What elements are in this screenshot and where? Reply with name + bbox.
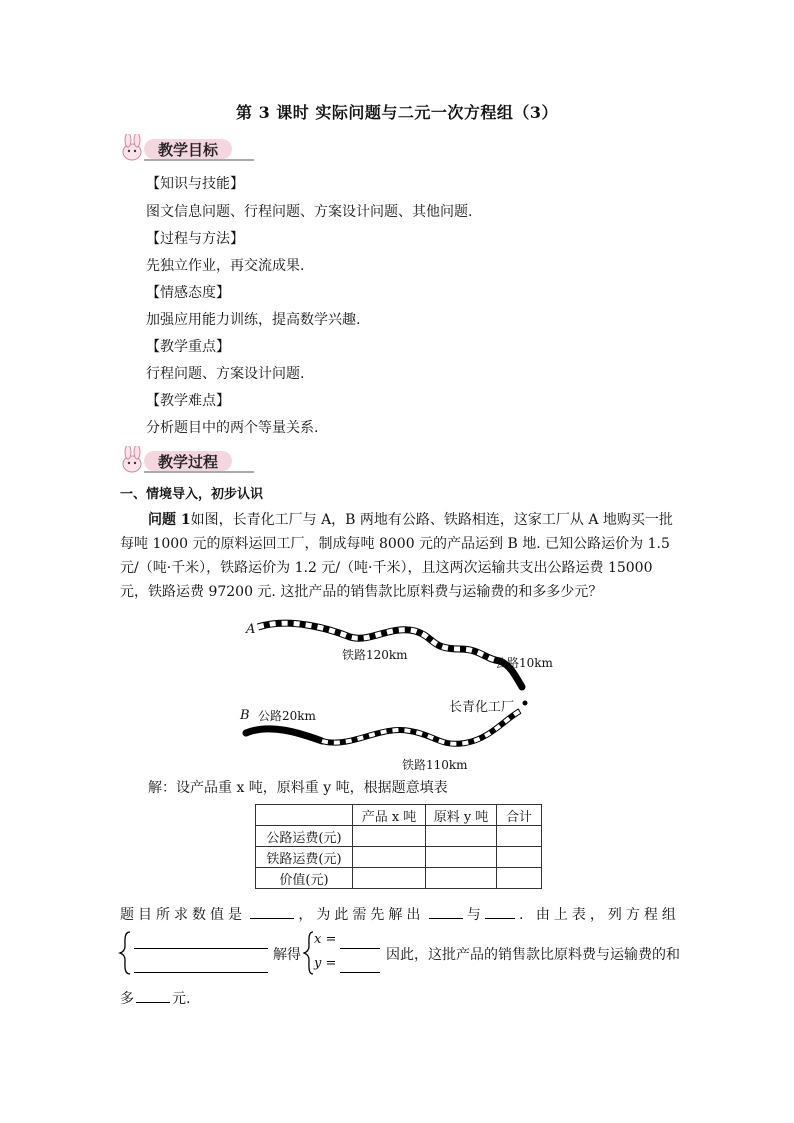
objective-heading: 【过程与方法】 xyxy=(146,231,244,247)
table-cell[interactable] xyxy=(426,826,497,847)
objective-heading: 【情感态度】 xyxy=(146,285,230,301)
label-road-top: 公路10km xyxy=(495,656,553,670)
left-brace-icon xyxy=(118,930,134,976)
solution-intro: 解：设产品重 x 吨，原料重 y 吨，根据题意填表 xyxy=(148,780,448,796)
label-a: A xyxy=(246,622,256,637)
table-header-cell: 合计 xyxy=(497,805,542,826)
route-diagram xyxy=(230,615,560,775)
section-header-objectives xyxy=(118,134,258,162)
conclusion-text: 因此，这批产品的销售款比原料费与运输费的和 xyxy=(386,947,680,963)
problem-lead: 问题 1 xyxy=(148,512,191,528)
y-equation-label: y = xyxy=(314,956,337,971)
objective-text: 图文信息问题、行程问题、方案设计问题、其他问题. xyxy=(146,204,473,220)
fill-line-1: 题目所求数值是 ，为此需先解出 与 . 由上表，列方程组 xyxy=(120,904,680,924)
blank-second[interactable] xyxy=(485,904,515,919)
section-header-process xyxy=(118,446,258,474)
y-value-blank[interactable] xyxy=(340,958,380,973)
table-row-label: 价值(元) xyxy=(256,868,353,889)
table-row xyxy=(256,805,542,826)
table-cell[interactable] xyxy=(497,847,542,868)
table-header-cell: 产品 x 吨 xyxy=(353,805,426,826)
objective-heading: 【教学难点】 xyxy=(146,393,230,409)
table-cell[interactable] xyxy=(497,826,542,847)
x-equation-label: x = xyxy=(314,932,337,947)
table-cell[interactable] xyxy=(353,847,426,868)
fill-line-last: 多 元. xyxy=(120,988,190,1008)
fill-table xyxy=(255,804,542,889)
blank-result[interactable] xyxy=(136,988,170,1003)
objective-text: 加强应用能力训练，提高数学兴趣. xyxy=(146,312,361,328)
label-b: B xyxy=(240,708,250,723)
table-cell[interactable] xyxy=(426,847,497,868)
problem-paragraph xyxy=(120,508,680,604)
x-value-blank[interactable] xyxy=(340,934,380,949)
blank-first[interactable] xyxy=(429,904,463,919)
objective-text: 行程问题、方案设计问题. xyxy=(146,366,305,382)
table-cell[interactable] xyxy=(426,868,497,889)
blank-answer[interactable] xyxy=(250,904,294,919)
table-cell[interactable] xyxy=(353,868,426,889)
table-row xyxy=(256,847,542,868)
label-rail-top: 铁路120km xyxy=(342,648,408,662)
part-heading: 一、情境导入，初步认识 xyxy=(120,487,264,502)
problem-text: 如图，长青化工厂与 A，B 两地有公路、铁路相连，这家工厂从 A 地购买一批每吨 1000 元的原料运回工厂，制成每吨 8000 元的产品运到 B 地. 已知公路运价为 1.5 元/（吨·千米），铁路运价为 1.2 元/（吨·千米），且这两次运输共支出公路运费 15000 元，铁路运费 97200 元. 这批产品的销售款比原料费与运输费的和多多少元？ xyxy=(120,512,673,600)
table-header-cell xyxy=(256,805,353,826)
objective-heading: 【教学重点】 xyxy=(146,339,230,355)
section-label: 教学过程 xyxy=(158,453,219,471)
page-title: 第 3 课时 实际问题与二元一次方程组（3） xyxy=(236,103,558,122)
objective-text: 先独立作业，再交流成果. xyxy=(146,258,305,274)
section-label: 教学目标 xyxy=(158,141,219,159)
table-cell[interactable] xyxy=(353,826,426,847)
equation-1-blank[interactable] xyxy=(134,934,268,949)
objective-text: 分析题目中的两个等量关系. xyxy=(146,420,319,436)
label-road-bottom: 公路20km xyxy=(258,709,316,723)
table-row-label: 公路运费(元) xyxy=(256,826,353,847)
solve-label: 解得 xyxy=(273,947,301,963)
objective-heading: 【知识与技能】 xyxy=(146,176,244,192)
table-cell[interactable] xyxy=(497,868,542,889)
label-rail-bottom: 铁路110km xyxy=(402,758,468,772)
table-header-cell: 原料 y 吨 xyxy=(426,805,497,826)
table-row-label: 铁路运费(元) xyxy=(256,847,353,868)
equation-2-blank[interactable] xyxy=(134,958,268,973)
table-row xyxy=(256,868,542,889)
table-row xyxy=(256,826,542,847)
label-factory: 长青化工厂 xyxy=(449,700,515,715)
